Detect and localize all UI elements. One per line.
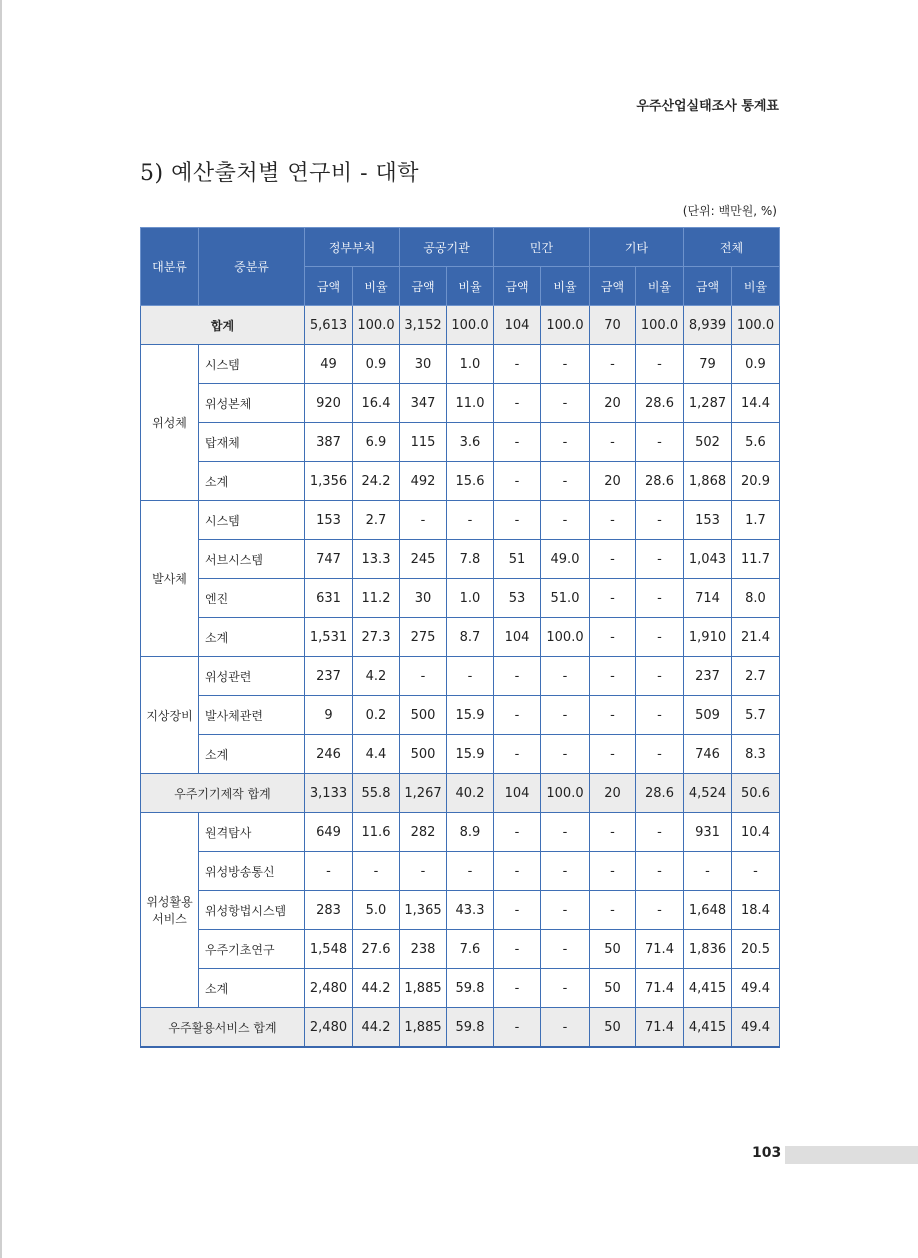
table-cell: - — [541, 696, 590, 735]
row-label: 위성항법시스템 — [199, 891, 305, 930]
research-budget-table — [140, 227, 780, 1048]
table-row — [141, 696, 780, 735]
row-group-text: 지상장비 — [146, 708, 193, 723]
table-cell: 100.0 — [636, 306, 684, 345]
row-label: 소계 — [199, 969, 305, 1008]
table-cell: 500 — [400, 696, 447, 735]
table-cell: 20 — [590, 774, 636, 813]
table-cell: 104 — [494, 618, 541, 657]
table-cell: 9 — [305, 696, 353, 735]
table-cell: 71.4 — [636, 969, 684, 1008]
table-cell: 104 — [494, 774, 541, 813]
table-row — [141, 423, 780, 462]
table-cell: 51 — [494, 540, 541, 579]
table-cell: 11.6 — [353, 813, 400, 852]
table-cell: - — [494, 501, 541, 540]
table-cell: 492 — [400, 462, 447, 501]
row-label: 소계 — [199, 618, 305, 657]
table-cell: - — [590, 345, 636, 384]
header-ratio: 비율 — [541, 267, 590, 306]
table-cell: 20 — [590, 384, 636, 423]
table-cell: 282 — [400, 813, 447, 852]
table-cell: 50 — [590, 1008, 636, 1048]
table-cell: 275 — [400, 618, 447, 657]
table-cell: - — [590, 696, 636, 735]
table-cell: 43.3 — [447, 891, 494, 930]
table-cell: 6.9 — [353, 423, 400, 462]
table-cell: 714 — [684, 579, 732, 618]
table-cell: - — [636, 345, 684, 384]
table-cell: - — [636, 813, 684, 852]
table-cell: 14.4 — [732, 384, 780, 423]
table-cell: 70 — [590, 306, 636, 345]
table-cell: - — [494, 930, 541, 969]
row-label: 소계 — [199, 462, 305, 501]
row-group-text: 위성체 — [152, 416, 187, 430]
table-cell: - — [590, 852, 636, 891]
table-cell: 27.3 — [353, 618, 400, 657]
table-row — [141, 462, 780, 501]
table-cell: 1.0 — [447, 345, 494, 384]
row-group-text: 서비스 — [152, 912, 187, 926]
table-row — [141, 891, 780, 930]
table-cell: 4,415 — [684, 969, 732, 1008]
page-number: 103 — [752, 1145, 782, 1161]
row-group-label — [141, 345, 199, 501]
table-cell: 18.4 — [732, 891, 780, 930]
table-cell: - — [636, 579, 684, 618]
row-group-label — [141, 657, 199, 774]
table-cell: 5,613 — [305, 306, 353, 345]
table-cell: 71.4 — [636, 930, 684, 969]
table-cell: 30 — [400, 345, 447, 384]
table-cell: 20.5 — [732, 930, 780, 969]
table-cell: 1,836 — [684, 930, 732, 969]
table-cell: 0.9 — [353, 345, 400, 384]
table-cell: 746 — [684, 735, 732, 774]
table-cell: 3,152 — [400, 306, 447, 345]
table-cell: 649 — [305, 813, 353, 852]
header-amount: 금액 — [400, 267, 447, 306]
table-cell: - — [541, 852, 590, 891]
table-cell: - — [541, 813, 590, 852]
header-group-public: 공공기관 — [400, 228, 494, 267]
table-cell: 100.0 — [353, 306, 400, 345]
table-cell: 500 — [400, 735, 447, 774]
unit-note: (단위: 백만원, %) — [682, 204, 777, 218]
table-cell: 30 — [400, 579, 447, 618]
table-cell: 100.0 — [447, 306, 494, 345]
table-cell: 10.4 — [732, 813, 780, 852]
table-cell: 49 — [305, 345, 353, 384]
table-cell: - — [541, 423, 590, 462]
footer-bar — [785, 1146, 918, 1164]
header-group-other: 기타 — [590, 228, 684, 267]
table-cell: 5.7 — [732, 696, 780, 735]
table-cell: - — [494, 735, 541, 774]
table-row — [141, 969, 780, 1008]
table-row — [141, 501, 780, 540]
table-cell: 44.2 — [353, 969, 400, 1008]
table-cell: 11.7 — [732, 540, 780, 579]
row-group-label — [141, 501, 199, 657]
section-title: 5) 예산출처별 연구비 - 대학 — [140, 161, 420, 186]
table-row — [141, 774, 780, 813]
table-cell: - — [353, 852, 400, 891]
row-label: 시스템 — [199, 345, 305, 384]
table-cell: 4,524 — [684, 774, 732, 813]
table-cell: - — [541, 462, 590, 501]
table-cell: - — [636, 540, 684, 579]
row-label: 서브시스템 — [199, 540, 305, 579]
table-cell: - — [541, 891, 590, 930]
table-cell: - — [447, 852, 494, 891]
table-cell: - — [494, 423, 541, 462]
table-cell: - — [447, 501, 494, 540]
row-label: 발사체관련 — [199, 696, 305, 735]
header-ratio: 비율 — [447, 267, 494, 306]
table-cell: - — [590, 657, 636, 696]
table-cell: - — [400, 501, 447, 540]
table-cell: - — [400, 852, 447, 891]
table-cell: - — [636, 696, 684, 735]
table-cell: 115 — [400, 423, 447, 462]
table-cell: 59.8 — [447, 969, 494, 1008]
table-cell: 4.2 — [353, 657, 400, 696]
table-cell: 5.0 — [353, 891, 400, 930]
table-cell: - — [494, 891, 541, 930]
table-cell: 28.6 — [636, 462, 684, 501]
table-cell: 7.6 — [447, 930, 494, 969]
table-cell: 1,267 — [400, 774, 447, 813]
table-cell: 1.7 — [732, 501, 780, 540]
table-cell: - — [541, 1008, 590, 1048]
table-cell: - — [636, 657, 684, 696]
table-cell: 27.6 — [353, 930, 400, 969]
table-cell: 347 — [400, 384, 447, 423]
table-row — [141, 735, 780, 774]
page-edge-rule — [0, 0, 2, 1258]
running-head: 우주산업실태조사 통계표 — [636, 99, 779, 114]
table-cell: - — [636, 891, 684, 930]
table-row — [141, 306, 780, 345]
table-cell: 1,885 — [400, 969, 447, 1008]
table-cell: - — [494, 1008, 541, 1048]
table-cell: 4,415 — [684, 1008, 732, 1048]
table-cell: - — [590, 540, 636, 579]
table-cell: 100.0 — [732, 306, 780, 345]
table-cell: 15.6 — [447, 462, 494, 501]
table-cell: 8.7 — [447, 618, 494, 657]
table-cell: 153 — [305, 501, 353, 540]
table-row — [141, 813, 780, 852]
table-cell: 747 — [305, 540, 353, 579]
table-cell: - — [541, 345, 590, 384]
row-label: 우주기초연구 — [199, 930, 305, 969]
table-cell: - — [590, 423, 636, 462]
table-cell: 51.0 — [541, 579, 590, 618]
table-cell: 59.8 — [447, 1008, 494, 1048]
row-label: 엔진 — [199, 579, 305, 618]
header-ratio: 비율 — [353, 267, 400, 306]
table-cell: 246 — [305, 735, 353, 774]
table-cell: 11.0 — [447, 384, 494, 423]
table-cell: 20.9 — [732, 462, 780, 501]
table-row — [141, 384, 780, 423]
table-cell: 3,133 — [305, 774, 353, 813]
table-cell: - — [494, 657, 541, 696]
table-cell: - — [636, 423, 684, 462]
row-label: 위성방송통신 — [199, 852, 305, 891]
table-cell: 49.0 — [541, 540, 590, 579]
table-cell: - — [541, 501, 590, 540]
table-cell: 1,910 — [684, 618, 732, 657]
table-cell: 8.3 — [732, 735, 780, 774]
table-cell: 11.2 — [353, 579, 400, 618]
table-cell: 8.0 — [732, 579, 780, 618]
table-row — [141, 852, 780, 891]
table-cell: 1,531 — [305, 618, 353, 657]
table-row — [141, 540, 780, 579]
table-cell: - — [684, 852, 732, 891]
table-cell: 20 — [590, 462, 636, 501]
table-cell: 4.4 — [353, 735, 400, 774]
table-cell: - — [305, 852, 353, 891]
table-cell: 1,043 — [684, 540, 732, 579]
table-cell: 8.9 — [447, 813, 494, 852]
row-group-label — [141, 813, 199, 1008]
table-row — [141, 1008, 780, 1048]
table-cell: 24.2 — [353, 462, 400, 501]
table-cell: 920 — [305, 384, 353, 423]
table-cell: 1,548 — [305, 930, 353, 969]
header-group-private: 민간 — [494, 228, 590, 267]
row-label: 탑재체 — [199, 423, 305, 462]
table-cell: 1,885 — [400, 1008, 447, 1048]
table-cell: - — [541, 735, 590, 774]
table-cell: - — [541, 930, 590, 969]
table-cell: - — [400, 657, 447, 696]
table-cell: 502 — [684, 423, 732, 462]
table-cell: - — [590, 579, 636, 618]
table-cell: 0.2 — [353, 696, 400, 735]
header-amount: 금액 — [590, 267, 636, 306]
row-label: 합계 — [141, 306, 305, 345]
table-cell: - — [447, 657, 494, 696]
table-cell: 5.6 — [732, 423, 780, 462]
table-cell: 1,356 — [305, 462, 353, 501]
row-label: 위성본체 — [199, 384, 305, 423]
table-cell: 49.4 — [732, 1008, 780, 1048]
row-label: 우주활용서비스 합계 — [141, 1008, 305, 1048]
table-cell: 13.3 — [353, 540, 400, 579]
table-cell: 21.4 — [732, 618, 780, 657]
table-cell: - — [590, 891, 636, 930]
row-label: 시스템 — [199, 501, 305, 540]
table-row — [141, 657, 780, 696]
table-cell: 79 — [684, 345, 732, 384]
table-cell: 7.8 — [447, 540, 494, 579]
table-cell: 15.9 — [447, 696, 494, 735]
table-cell: 28.6 — [636, 774, 684, 813]
table-cell: 44.2 — [353, 1008, 400, 1048]
table-cell: 1,868 — [684, 462, 732, 501]
table-cell: - — [636, 618, 684, 657]
table-cell: 238 — [400, 930, 447, 969]
header-ratio: 비율 — [732, 267, 780, 306]
header-major: 대분류 — [141, 228, 199, 306]
row-label: 소계 — [199, 735, 305, 774]
row-group-text: 발사체 — [152, 572, 187, 586]
table-row — [141, 930, 780, 969]
table-cell: 283 — [305, 891, 353, 930]
header-ratio: 비율 — [636, 267, 684, 306]
table-cell: 2.7 — [353, 501, 400, 540]
table-cell: - — [590, 618, 636, 657]
table-cell: 71.4 — [636, 1008, 684, 1048]
table-cell: 55.8 — [353, 774, 400, 813]
table-cell: - — [636, 501, 684, 540]
table-cell: 153 — [684, 501, 732, 540]
table-row — [141, 345, 780, 384]
table-cell: 104 — [494, 306, 541, 345]
table-cell: 28.6 — [636, 384, 684, 423]
row-label: 원격탐사 — [199, 813, 305, 852]
table-cell: 1.0 — [447, 579, 494, 618]
table-cell: - — [494, 462, 541, 501]
table-row — [141, 618, 780, 657]
table-row — [141, 579, 780, 618]
table-cell: 100.0 — [541, 618, 590, 657]
table-cell: - — [590, 501, 636, 540]
table-cell: - — [494, 969, 541, 1008]
row-label: 위성관련 — [199, 657, 305, 696]
table-cell: 2.7 — [732, 657, 780, 696]
table-cell: - — [590, 813, 636, 852]
row-group-text: 위성활용 — [146, 895, 193, 909]
table-cell: 50 — [590, 969, 636, 1008]
table-cell: - — [494, 852, 541, 891]
table-cell: 631 — [305, 579, 353, 618]
table-cell: - — [541, 969, 590, 1008]
table-cell: 0.9 — [732, 345, 780, 384]
header-group-all: 전체 — [684, 228, 780, 267]
table-cell: - — [732, 852, 780, 891]
header-group-gov: 정부부처 — [305, 228, 400, 267]
table-cell: 49.4 — [732, 969, 780, 1008]
header-amount: 금액 — [684, 267, 732, 306]
table-cell: - — [636, 852, 684, 891]
table-cell: 53 — [494, 579, 541, 618]
header-middle: 중분류 — [199, 228, 305, 306]
table-cell: - — [541, 657, 590, 696]
table-cell: 100.0 — [541, 306, 590, 345]
table-cell: 1,365 — [400, 891, 447, 930]
table-cell: 100.0 — [541, 774, 590, 813]
table-cell: 8,939 — [684, 306, 732, 345]
table-cell: - — [494, 813, 541, 852]
table-cell: 50 — [590, 930, 636, 969]
table-cell: 509 — [684, 696, 732, 735]
table-cell: 50.6 — [732, 774, 780, 813]
table-cell: 1,287 — [684, 384, 732, 423]
table-cell: 2,480 — [305, 1008, 353, 1048]
table-cell: - — [541, 384, 590, 423]
table-cell: 16.4 — [353, 384, 400, 423]
table-cell: 387 — [305, 423, 353, 462]
table-cell: 3.6 — [447, 423, 494, 462]
table-cell: 15.9 — [447, 735, 494, 774]
table-cell: 237 — [305, 657, 353, 696]
table-cell: 2,480 — [305, 969, 353, 1008]
table-cell: - — [590, 735, 636, 774]
table-cell: 245 — [400, 540, 447, 579]
table-cell: - — [494, 696, 541, 735]
table-cell: 1,648 — [684, 891, 732, 930]
table-cell: 931 — [684, 813, 732, 852]
table-cell: 40.2 — [447, 774, 494, 813]
table-cell: - — [494, 345, 541, 384]
header-amount: 금액 — [305, 267, 353, 306]
table-cell: - — [494, 384, 541, 423]
row-label: 우주기기제작 합계 — [141, 774, 305, 813]
table-cell: - — [636, 735, 684, 774]
header-amount: 금액 — [494, 267, 541, 306]
table-cell: 237 — [684, 657, 732, 696]
